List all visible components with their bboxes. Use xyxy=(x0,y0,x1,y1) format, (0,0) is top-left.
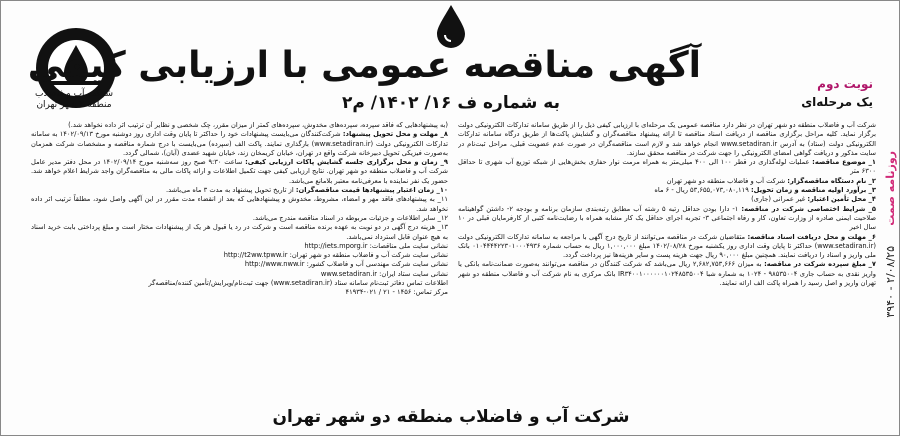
ad-number: به شماره ف ۱۶/ ۱۴۰۲/ م۲ xyxy=(342,93,560,113)
item-organizer: ۲_ نام دستگاه مناقصه‌گزار: شرکت آب و فاضلاب منطقه دو شهر تهران xyxy=(666,176,876,185)
item-submission: ۸_ مهلت و محل تحویل پیشنهاد: شرکت‌کنندگان می‌بایست پیشنهادات خود را حداکثر تا پایان وقت اداری روز دوشنبه مورخ ۱۴۰۲/۰۹/۱۳ به سامانه تدارکات الکترونیکی دولت (www.setadiran.ir) بارگذاری نمایند. پاکت الف (سپرده) می‌بایست با درج شماره مناقصه و مشخصات شرکت همزمان به‌صورت فیزیکی تحویل دبیرخانه شرکت واقع در تهران، خیابان کریمخان زند، خیابان شهید عضدی (آبان)، شمالی گردد. xyxy=(31,130,448,157)
item-documents: ۶_ مهلت و محل دریافت اسناد مناقصه: متقاضیان شرکت در مناقصه می‌توانند از تاریخ درج آگهی با مراجعه به سامانه تدارکات الکترونیکی دولت (www.setadiran.ir) حداکثر تا پایان وقت اداری روز یکشنبه مورخ ۱۴۰۲/۰۸/۲۸ مبلغ ۱,۰۰۰,۰۰۰ ریال به حساب شماره ۰۱۰۴۴۴۴۲۲۳۰۱۰۰۰۴۹۳۶ بانک ملی واریز و اسناد را دریافت نمایند. همچنین مبلغ ۹۰,۰۰۰ ریال جهت هزینه پست و سایر هزینه‌ها نیز پرداخت گردد. xyxy=(458,232,876,260)
logo-caption-line1: شرکت آب و فاضلاب xyxy=(34,89,114,99)
item-costs: ۱۳_ هزینه درج آگهی در دو نوبت به عهده برنده مناقصه است و شرکت در رد یا قبول هر یک از پیشنهادات مختار است و مبلغ پرداختی بابت خرید اسناد به هیچ عنوان قابل استرداد نمی‌باشد. xyxy=(31,223,448,241)
item-deposit: ۷_ مبلغ سپرده شرکت در مناقصه: به میزان ۲,۶۸۲,۷۵۳,۶۶۶ ریال می‌باشد که شرکت کنندگان در مناقصه می‌توانند به‌صورت ضمانت‌نامه بانکی یا واریز نقدی به حساب جاری ۹۸۵۳۵۰۰۴ - ۱۰۲۴ به شماره شبا IR۳۴۰۰۱۰۰۰۰۰۰۱۰۲۴۸۵۳۵۰۰۴ بانک مرکزی به نام شرکت آب و فاضلاب منطقه دو شهر تهران واریز و اصل رسید را همراه پاکت الف ارائه نمایند. xyxy=(458,260,876,288)
item-funding: ۴_ محل تأمین اعتبار: غیر عمرانی (جاری) xyxy=(751,195,876,204)
item-estimate: ۳_ برآورد اولیه مناقصه و زمان تحویل: ۵۳,۶۵۵,۰۷۳,۰۸۰,۱۱۹ ریال - ۶ ماه xyxy=(654,186,876,195)
water-drop-icon xyxy=(431,3,471,49)
item-details: ۱۲_ سایر اطلاعات و جزئیات مربوطه در اسناد مناقصه مندرج می‌باشد. xyxy=(252,213,448,222)
footer-company: شرکت آب و فاضلاب منطقه دو شهر تهران xyxy=(272,407,630,427)
item-invalid-bids: ۱۱_ به پیشنهادهای فاقد مهر و امضاء، مشروط، مخدوش و پیشنهادهایی که بعد از انقضاء مدت مقرر در این آگهی واصل شود، مطلقاً ترتیب اثر داده نخواهد شد. xyxy=(31,195,448,213)
site-national-water: نشانی سایت شرکت مهندسی آب و فاضلاب کشور: http://www.nww.ir xyxy=(244,260,448,269)
tender-stage: یک مرحله‌ای xyxy=(801,95,873,109)
ad-header xyxy=(1,1,900,119)
deposit-note: (به پیشنهادهایی که فاقد سپرده، سپرده‌های مخدوش، سپرده‌های کمتر از میزان مقرر، چک شخصی و نظایر آن ترتیب اثر داده نخواهد شد.) xyxy=(68,121,448,129)
logo-caption-line2: منطقه ۲ شهر تهران xyxy=(36,100,112,110)
ad-body xyxy=(31,121,876,411)
contact-info: اطلاعات تماس دفاتر ثبت‌نام سامانه ستاد (www.setadiran.ir) جهت ثبت‌نام/ویرایش/تأمین کننده/مناقصه‌گر xyxy=(148,279,448,288)
site-national: نشانی سایت ملی مناقصات: http://iets.mporg.ir xyxy=(304,241,448,250)
site-setad: نشانی سایت ستاد ایران: www.setadiran.ir xyxy=(320,269,448,278)
intro-paragraph: شرکت آب و فاضلاب منطقه دو شهر تهران در نظر دارد مناقصه عمومی یک مرحله‌ای با ارزیابی کیفی ذیل را از طریق سامانه تدارکات الکترونیکی دولت برگزار نماید. کلیه مراحل برگزاری مناقصه از دریافت اسناد مناقصه تا ارائه پیشنهاد مناقصه‌گران و گشایش پاکت‌ها از طریق درگاه سامانه تدارکات الکترونیکی دولت (ستاد) به آدرس www.setadiran.ir انجام خواهد شد و لازم است مناقصه‌گران در صورت عدم عضویت قبلی، مراحل ثبت‌نام در سایت مذکور و دریافت گواهی امضای الکترونیکی را جهت شرکت در مناقصه محقق سازند. xyxy=(458,121,876,157)
site-company: نشانی سایت شرکت آب و فاضلاب منطقه دو شهر تهران: http://t2ww.tpww.ir xyxy=(223,251,448,260)
newspaper-side-strip xyxy=(877,151,897,401)
right-column xyxy=(458,121,876,411)
newspaper-name: روزنامه صمت xyxy=(884,151,897,226)
ad-title: آگهی مناقصه عمومی با ارزیابی کیفی xyxy=(27,45,701,86)
left-column xyxy=(31,121,448,411)
item-validity: ۱۰_ زمان اعتبار پیشنهادها قیمت مناقصه‌گران: از تاریخ تحویل پیشنهاد به مدت ۳ ماه می‌باشد. xyxy=(165,186,448,195)
publication-round: نوبت دوم xyxy=(817,77,873,91)
item-subject: ۱_ موضوع مناقصه: عملیات لوله‌گذاری در قطر ۱۰۰ الی ۴۰۰ میلی‌متر به همراه مرمت نوار حفاری بخش‌هایی از شبکه توزیع آب شهری تا حداقل ۶۳۰۰ متر xyxy=(458,158,876,176)
item-opening: ۹_ زمان و محل برگزاری جلسه گشایش پاکات ارزیابی کیفی: ساعت ۹:۳۰ صبح روز سه‌شنبه مورخ ۱۴۰۲/۰۹/۱۴ در محل دفتر مدیر عامل شرکت آب و فاضلاب منطقه دو شهر تهران. نتایج ارزیابی کیفی جهت تکمیل اطلاعات و ارائه پاکات مالی به مناقصه‌گران واجد شرایط اعلام خواهد شد. حضور یک نفر نماینده با معرفی‌نامه معتبر بلامانع می‌باشد. xyxy=(31,158,448,185)
call-center: مرکز تماس: ۱۴۵۶ - ۲۱ / ۰۲۱-۴۱۹۳۴ xyxy=(345,288,448,297)
item-conditions: ۵_ شرایط اختصاصی شرکت در مناقصه: ۱- دارا بودن حداقل رتبه ۵ رشته آب مطابق رتبه‌بندی سازمان برنامه و بودجه ۲- داشتن گواهینامه صلاحیت ایمنی صادره از وزارت تعاون، کار و رفاه اجتماعی ۳- تجربه اجرای حداقل یک کار مشابه همراه با رضایت‌نامه کتبی از کارفرمایان قبلی در ۱۰ سال اخیر xyxy=(458,204,876,232)
logo-caption xyxy=(19,89,129,111)
issue-code: ۳۹۴۰ - ۲/۰۸/۲۵ xyxy=(884,246,897,318)
